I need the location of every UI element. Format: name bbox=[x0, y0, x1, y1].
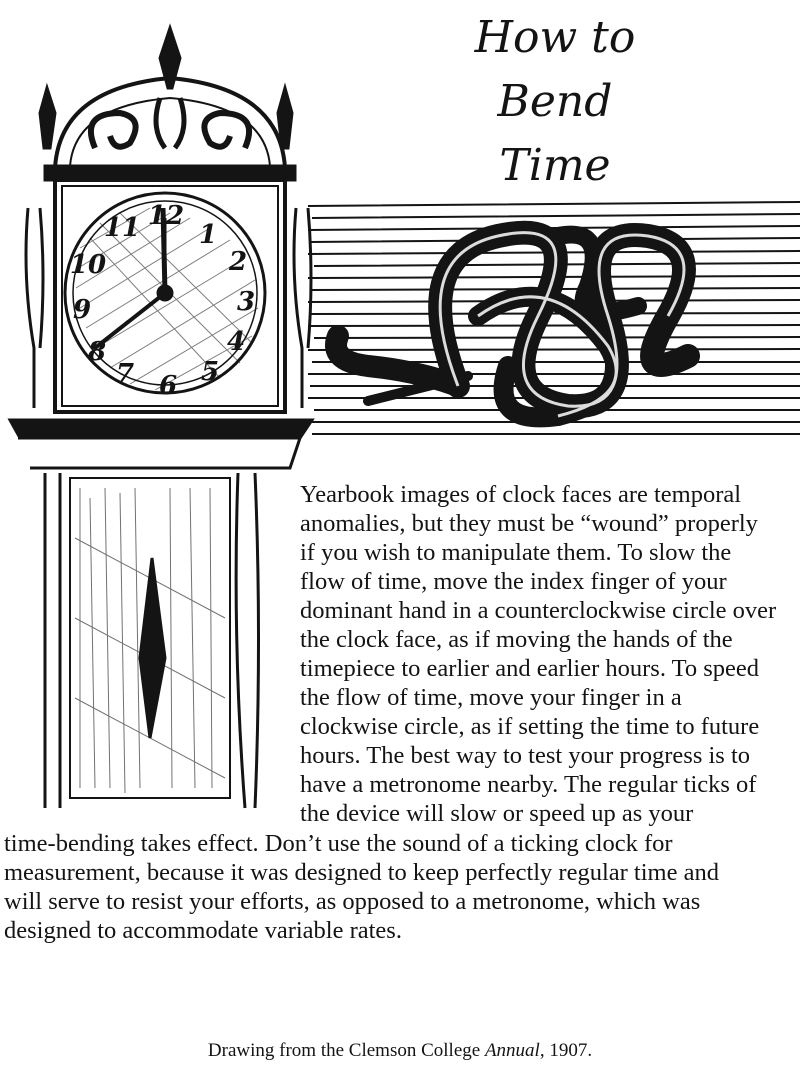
grandfather-clock-illustration bbox=[0, 18, 320, 818]
clock-numeral: 4 bbox=[226, 327, 246, 357]
body-line: time-bending takes effect. Don’t use the sound of a ticking clock for bbox=[4, 830, 673, 857]
clock-numeral: 1 bbox=[198, 220, 218, 250]
caption-text-end: , 1907. bbox=[539, 1040, 593, 1061]
body-line: the flow of time, move your finger in a bbox=[300, 684, 682, 711]
caption-italic: Annual bbox=[484, 1040, 540, 1061]
body-line: will serve to resist your efforts, as opposed to a metronome, which was bbox=[4, 888, 701, 915]
body-line: the device will slow or speed up as your bbox=[300, 800, 694, 827]
body-line: measurement, because it was designed to keep perfectly regular time and bbox=[4, 859, 719, 886]
body-line: timepiece to earlier and earlier hours. To speed bbox=[300, 655, 760, 682]
body-line: flow of time, move the index finger of your bbox=[300, 568, 727, 595]
body-line: if you wish to manipulate them. To slow the bbox=[300, 539, 732, 566]
page-title bbox=[470, 6, 640, 198]
title-line-3: Time bbox=[499, 140, 611, 191]
body-line: the clock face, as if moving the hands of the bbox=[300, 626, 733, 653]
clock-numeral: 9 bbox=[72, 295, 92, 325]
body-line: dominant hand in a counterclockwise circle over bbox=[300, 597, 777, 624]
body-line: anomalies, but they must be “wound” properly bbox=[300, 510, 758, 537]
caption-text: Drawing from the Clemson College bbox=[207, 1040, 485, 1061]
clock-numeral: 8 bbox=[87, 337, 107, 367]
title-line-1: How to bbox=[474, 12, 636, 63]
clock-numeral: 2 bbox=[228, 247, 248, 277]
clock-numeral: 10 bbox=[69, 250, 107, 280]
clock-numeral: 3 bbox=[236, 287, 256, 317]
clock-numeral: 11 bbox=[103, 213, 141, 243]
body-line: designed to accommodate variable rates. bbox=[4, 917, 402, 944]
body-line: have a metronome nearby. The regular ticks of bbox=[300, 771, 757, 798]
body-line: clockwise circle, as if setting the time to future bbox=[300, 713, 760, 740]
body-line: hours. The best way to test your progress is to bbox=[300, 742, 751, 769]
title-line-2: Bend bbox=[497, 76, 613, 127]
knotted-clock-hands-illustration bbox=[308, 196, 800, 442]
clock-numeral: 5 bbox=[200, 357, 220, 387]
clock-numeral: 7 bbox=[115, 359, 135, 389]
body-line: Yearbook images of clock faces are temporal bbox=[300, 481, 742, 508]
clock-numeral: 12 bbox=[147, 201, 185, 231]
image-caption bbox=[0, 1040, 800, 1062]
body-paragraph-right bbox=[300, 480, 800, 828]
body-paragraph-full bbox=[4, 829, 794, 945]
clock-numeral: 6 bbox=[158, 371, 178, 401]
